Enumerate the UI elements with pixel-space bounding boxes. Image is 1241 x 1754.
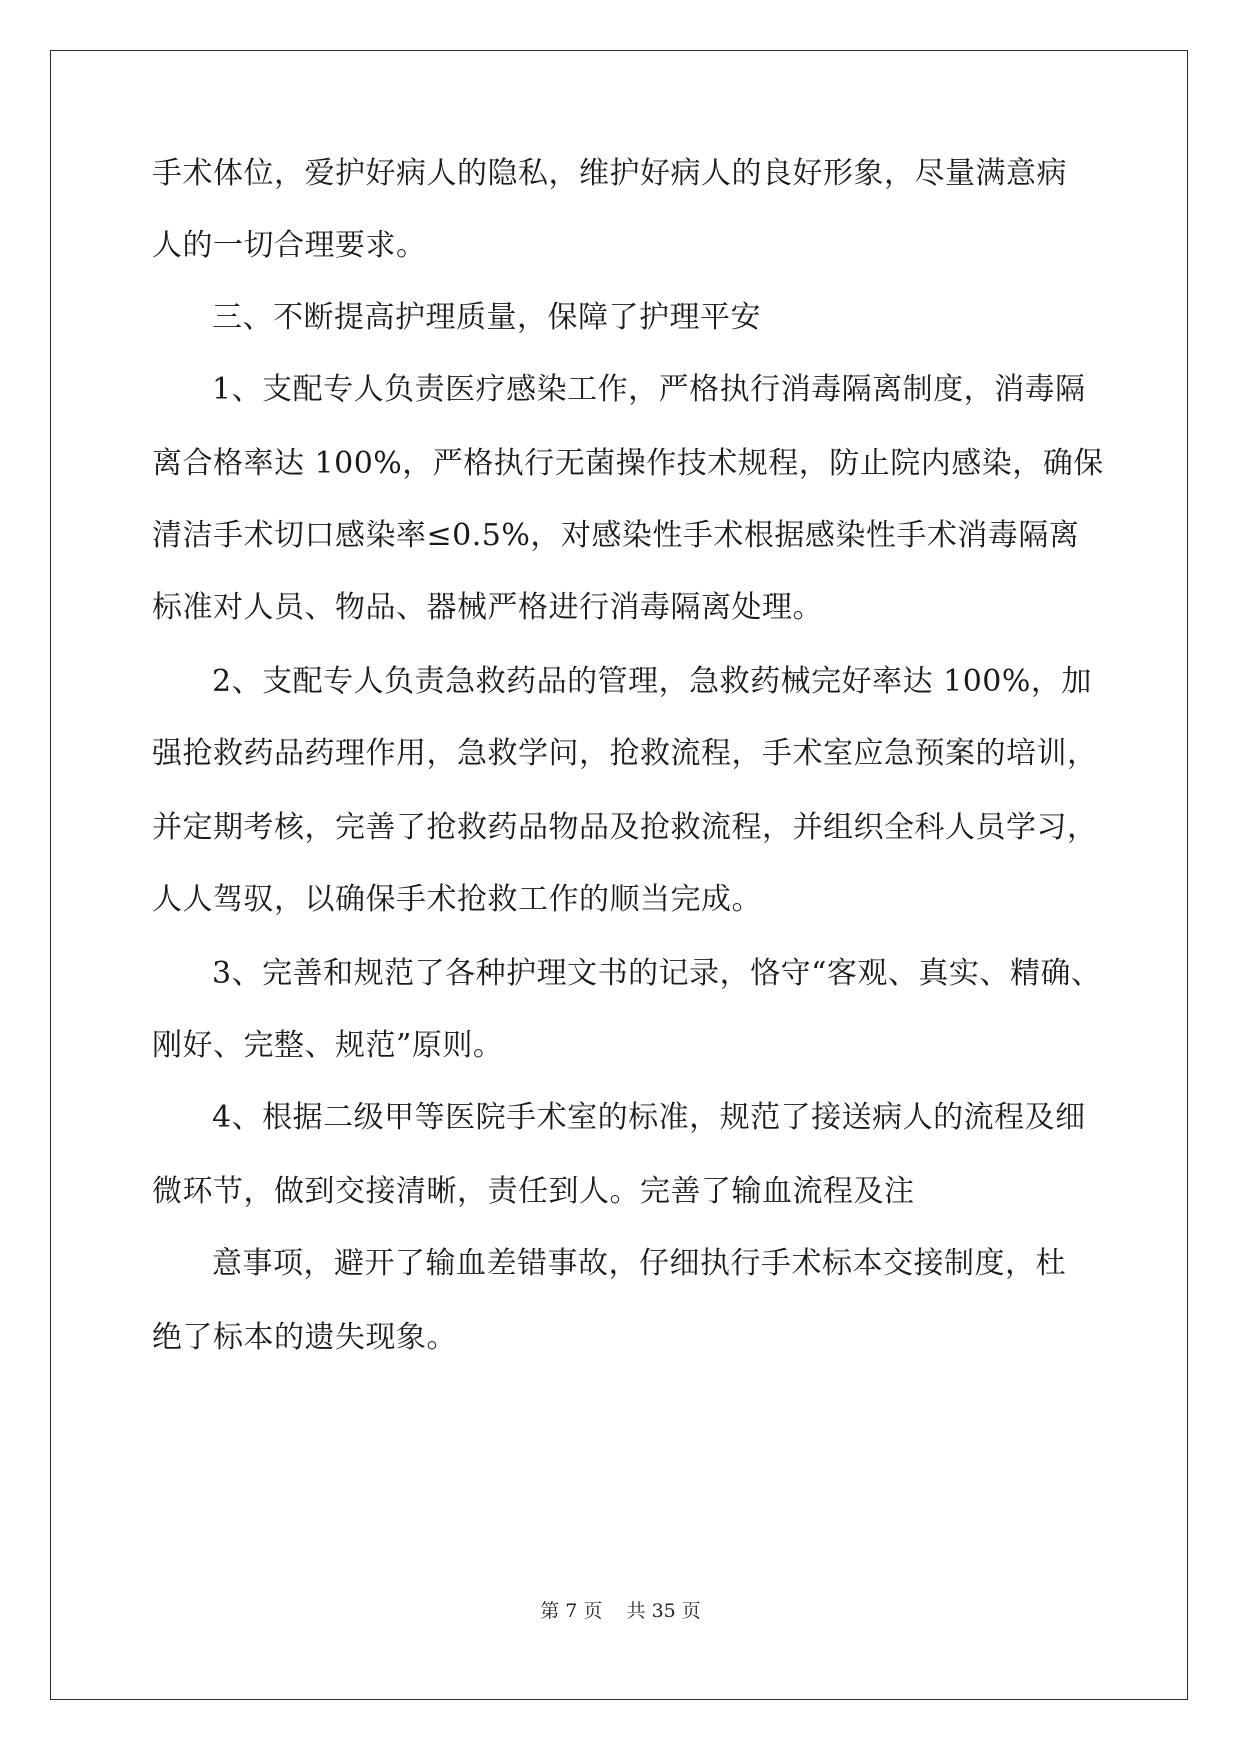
section-heading: 三、不断提高护理质量，保障了护理平安 [212,300,761,335]
body-line: 清洁手术切口感染率≤0.5%，对感染性手术根据感染性手术消毒隔离 [152,518,1080,553]
body-line: 微环节，做到交接清晰，责任到人。完善了输血流程及注 [152,1174,915,1209]
body-line: 手术体位，爱护好病人的隐私，维护好病人的良好形象，尽量满意病 [152,156,1067,191]
page-number: 第 7 页 共 35 页 [540,1600,701,1622]
body-line: 刚好、完整、规范”原则。 [152,1028,504,1063]
body-line: 意事项，避开了输血差错事故，仔细执行手术标本交接制度，杜 [212,1246,1066,1281]
body-line: 并定期考核，完善了抢救药品物品及抢救流程，并组织全科人员学习， [152,810,1098,845]
body-line: 3、完善和规范了各种护理文书的记录，恪守“客观、真实、精确、 [212,956,1102,991]
body-line: 1、支配专人负责医疗感染工作，严格执行消毒隔离制度，消毒隔 [212,372,1086,407]
body-line: 2、支配专人负责急救药品的管理，急救药械完好率达 100%，加 [212,664,1092,699]
body-line: 4、根据二级甲等医院手术室的标准，规范了接送病人的流程及细 [212,1100,1086,1135]
page-border [50,50,1188,1700]
body-line: 强抢救药品药理作用，急救学问，抢救流程，手术室应急预案的培训， [152,736,1098,771]
body-line: 绝了标本的遗失现象。 [152,1320,457,1355]
body-line: 人人驾驭，以确保手术抢救工作的顺当完成。 [152,882,762,917]
body-line: 标准对人员、物品、器械严格进行消毒隔离处理。 [152,590,823,625]
body-line: 离合格率达 100%，严格执行无菌操作技术规程，防止院内感染，确保 [152,446,1104,481]
body-line: 人的一切合理要求。 [152,228,427,263]
